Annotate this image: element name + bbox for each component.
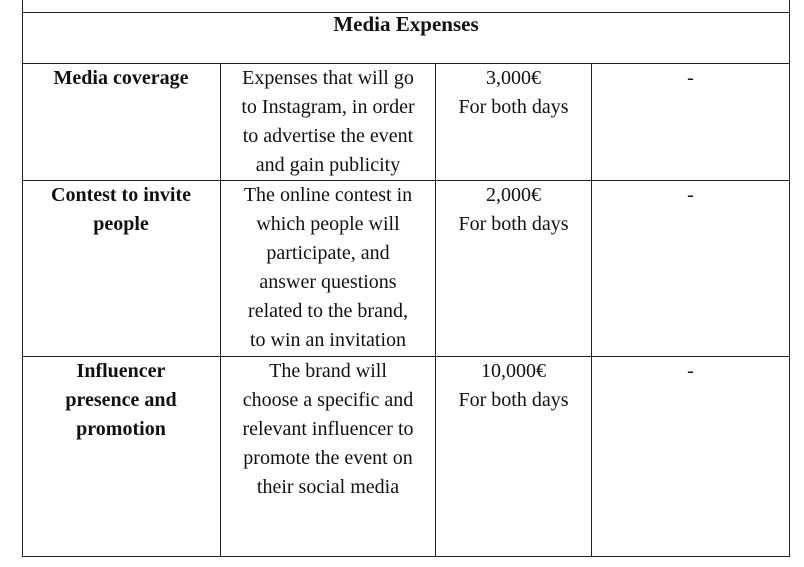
row-cost: 3,000€ For both days (458, 67, 569, 118)
row-description: The brand will choose a specific and relevant influencer to promote the event on their social media (242, 360, 414, 498)
row-label-contest: Contest to invite people (51, 184, 191, 235)
media-expenses-table (22, 0, 790, 557)
row-extra: - (687, 184, 694, 206)
row-description: Expenses that will go to Instagram, in order to advertise the event and gain publicity (241, 67, 415, 176)
row-extra: - (687, 360, 694, 382)
row-cost: 2,000€ For both days (458, 184, 569, 235)
column-divider (435, 63, 436, 557)
row-cost: 10,000€ For both days (458, 360, 569, 411)
table-title: Media Expenses (333, 12, 479, 36)
row-label-influencer: Influencer presence and promotion (65, 360, 177, 440)
table-bottom-border (22, 556, 790, 557)
column-divider (591, 63, 592, 557)
row-label-media-coverage: Media coverage (53, 67, 189, 89)
table-right-border (789, 0, 790, 557)
row-description: The online contest in which people will participate, and answer questions related to the brand, to win an invitation (243, 184, 413, 351)
row-extra: - (687, 67, 694, 89)
